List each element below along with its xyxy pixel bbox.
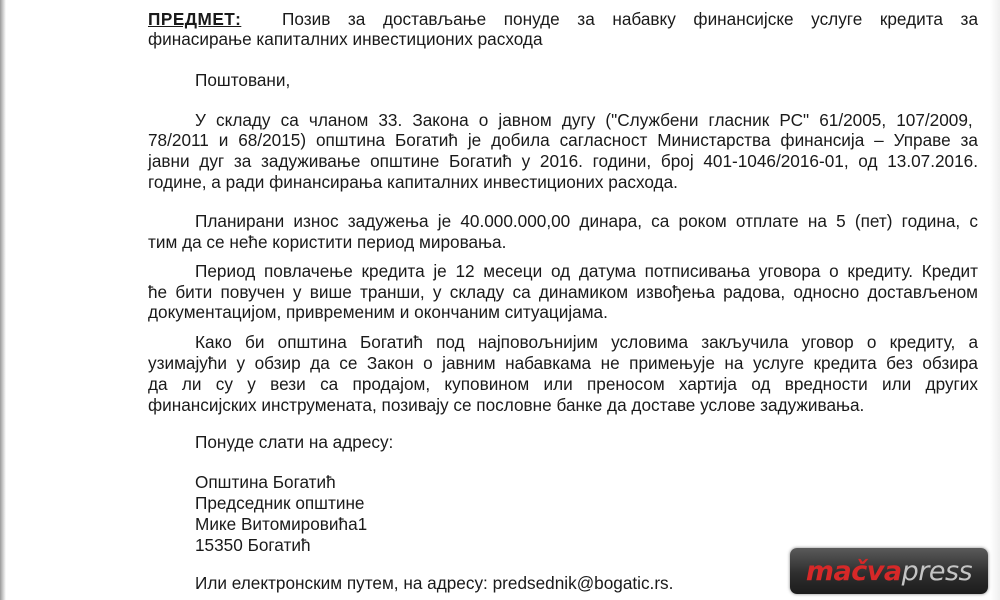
paragraph-4-line-3: да ли су у вези са продајом, куповином или преносом хартија од вредности или других <box>148 374 978 394</box>
paragraph-4-line-2: узимајући у обзир да се Закон о јавним набавкама не примењује на услуге кредита без обзира <box>148 353 978 373</box>
subject-label: ПРЕДМЕТ: <box>148 9 242 29</box>
paragraph-1-line-4: године, а ради финансирања капиталних инвестиционих расхода. <box>148 172 678 192</box>
address-line-4: 15350 Богатић <box>195 535 311 555</box>
macvapress-watermark <box>790 548 988 594</box>
paragraph-3-line-2: ће бити повучен у више транши, у складу са динамиком извођења радова, односно достављеном <box>148 282 978 302</box>
paragraph-3-line-1: Период повлачење кредита је 12 месеци од датума потписивања уговора о кредиту. Кредит <box>195 261 978 281</box>
watermark-suffix: press <box>901 555 973 587</box>
paragraph-3-line-3: документацијом, привременим и окончаним ситуацијама. <box>148 302 608 322</box>
subject-line-1: Позив за достављање понуде за набавку финансијске услуге кредита за <box>282 9 978 29</box>
subject-line-2: финасирање капиталних инвестиционих расхода <box>148 29 543 49</box>
address-line-2: Председник општине <box>195 493 365 513</box>
paragraph-1-line-2: 78/2011 и 68/2015) општина Богатић је добила сагласност Министарства финансија – Управе за <box>148 130 978 150</box>
paragraph-2-line-2: тим да се неће користити период мировања. <box>148 232 507 252</box>
email-line: Или електронским путем, на адресу: predsednik@bogatic.rs. <box>195 573 674 593</box>
address-line-3: Мике Витомировића1 <box>195 514 368 534</box>
paragraph-1-line-1: У складу са чланом 33. Закона о јавном дугу ("Службени гласник РС" 61/2005, 107/2009, <box>195 110 973 130</box>
watermark-brand: mačva <box>805 555 902 587</box>
paragraph-4-line-4: финансијских инструмената, позивају се пословне банке да доставе услове задуживања. <box>148 395 865 415</box>
greeting: Поштовани, <box>195 70 291 90</box>
paragraph-2-line-1: Планирани износ задужења је 40.000.000,00 динара, са роком отплате на 5 (пет) година, с <box>195 211 978 231</box>
address-line-1: Општина Богатић <box>195 472 336 492</box>
paragraph-1-line-3: јавни дуг за задуживање општине Богатић у 2016. години, број 401-1046/2016-01, од 13.07.2016. <box>148 151 978 171</box>
offers-intro: Понуде слати на адресу: <box>195 432 394 452</box>
paragraph-4-line-1: Како би општина Богатић под најповољнијим условима закључила уговор о кредиту, а <box>195 332 978 352</box>
